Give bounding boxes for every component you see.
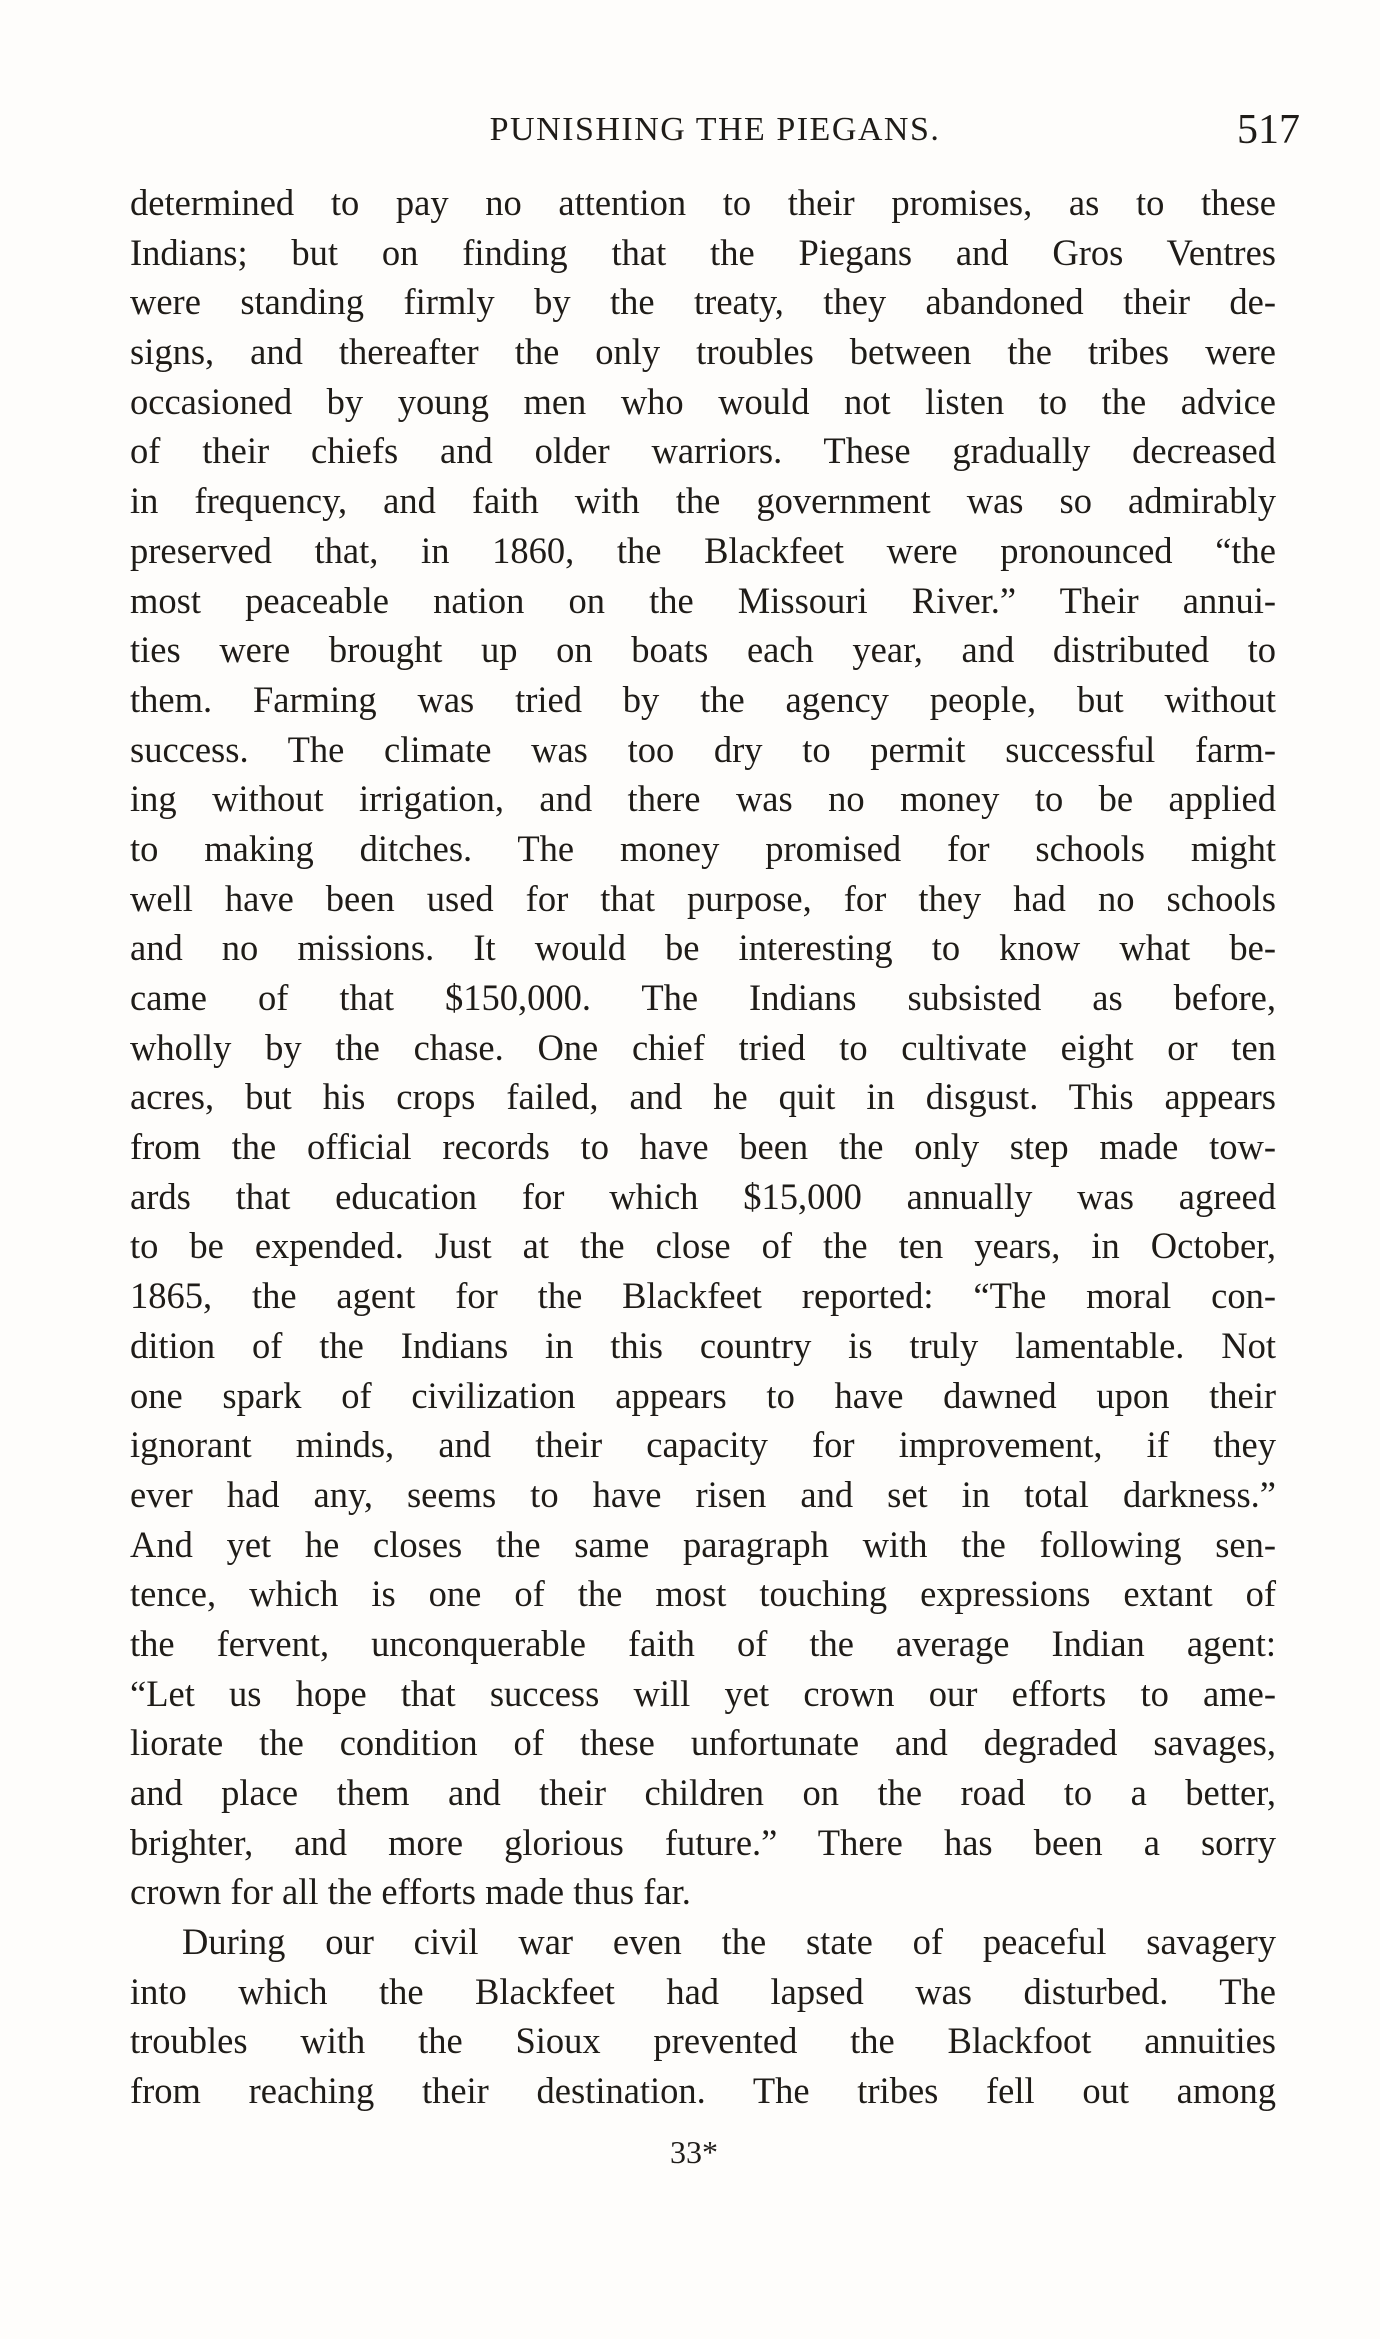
text-line: came of that $150,000. The Indians subsisted as before, xyxy=(130,977,1276,1018)
text-line: to be expended. Just at the close of the ten years, in October, xyxy=(130,1225,1276,1267)
page-number: 517 xyxy=(1237,107,1300,153)
text-line: one spark of civilization appears to have dawned upon their xyxy=(130,1374,1276,1416)
text-line: During our civil war even the state of peaceful savagery xyxy=(182,1921,1276,1963)
signature-mark: 33* xyxy=(670,2134,718,2170)
text-line: of their chiefs and older warriors. These gradually decreased xyxy=(130,430,1276,472)
text-line: most peaceable nation on the Missouri River.” Their annui- xyxy=(130,579,1276,621)
text-line: acres, but his crops failed, and he quit in disgust. This appears xyxy=(130,1076,1276,1118)
text-line: brighter, and more glorious future.” There has been a sorry xyxy=(130,1821,1276,1863)
text-line: from reaching their destination. The tribes fell out among xyxy=(130,2070,1276,2112)
text-line: signs, and thereafter the only troubles between the tribes were xyxy=(130,331,1276,373)
text-line: dition of the Indians in this country is truly lamentable. Not xyxy=(130,1324,1276,1366)
running-head xyxy=(130,106,1300,154)
text-line: crown for all the efforts made thus far. xyxy=(130,1871,691,1913)
text-line: preserved that, in 1860, the Blackfeet were pronounced “the xyxy=(130,529,1276,571)
text-line: 1865, the agent for the Blackfeet reported: “The moral con- xyxy=(130,1275,1276,1317)
paragraph xyxy=(130,178,1276,1917)
text-line: ever had any, seems to have risen and set in total darkness.” xyxy=(130,1473,1276,1515)
running-title: PUNISHING THE PIEGANS. xyxy=(489,111,941,148)
text-line: to making ditches. The money promised for schools might xyxy=(130,827,1276,869)
text-line: ing without irrigation, and there was no money to be applied xyxy=(130,778,1276,820)
text-line: Indians; but on finding that the Piegans and Gros Ventres xyxy=(130,231,1276,273)
text-line: occasioned by young men who would not listen to the advice xyxy=(130,380,1276,422)
text-line: and place them and their children on the road to a better, xyxy=(130,1772,1276,1813)
text-line: from the official records to have been the only step made tow- xyxy=(130,1126,1276,1168)
text-line: success. The climate was too dry to permit successful farm- xyxy=(130,728,1276,770)
text-line: in frequency, and faith with the government was so admirably xyxy=(130,480,1276,522)
text-line: determined to pay no attention to their promises, as to these xyxy=(130,182,1276,223)
text-line: them. Farming was tried by the agency people, but without xyxy=(130,678,1276,720)
text-line: into which the Blackfeet had lapsed was disturbed. The xyxy=(130,1970,1276,2012)
paragraph xyxy=(130,1917,1276,2116)
text-line: troubles with the Sioux prevented the Blackfoot annuities xyxy=(130,2020,1276,2062)
text-line: ties were brought up on boats each year, and distributed to xyxy=(130,629,1276,671)
text-line: well have been used for that purpose, for they had no schools xyxy=(130,877,1276,919)
text-line: wholly by the chase. One chief tried to cultivate eight or ten xyxy=(130,1026,1276,1068)
text-line: And yet he closes the same paragraph with the following sen- xyxy=(130,1523,1276,1565)
text-line: ignorant minds, and their capacity for improvement, if they xyxy=(130,1424,1276,1466)
text-line: ards that education for which $15,000 annually was agreed xyxy=(130,1175,1276,1217)
text-line: were standing firmly by the treaty, they abandoned their de- xyxy=(130,281,1276,323)
text-line: liorate the condition of these unfortunate and degraded savages, xyxy=(130,1722,1276,1764)
text-line: and no missions. It would be interesting to know what be- xyxy=(130,927,1276,969)
text-line: the fervent, unconquerable faith of the average Indian agent: xyxy=(130,1622,1276,1664)
text-line: tence, which is one of the most touching expressions extant of xyxy=(130,1573,1276,1615)
body-text xyxy=(130,178,1276,2116)
text-line: “Let us hope that success will yet crown our efforts to ame- xyxy=(130,1672,1276,1714)
